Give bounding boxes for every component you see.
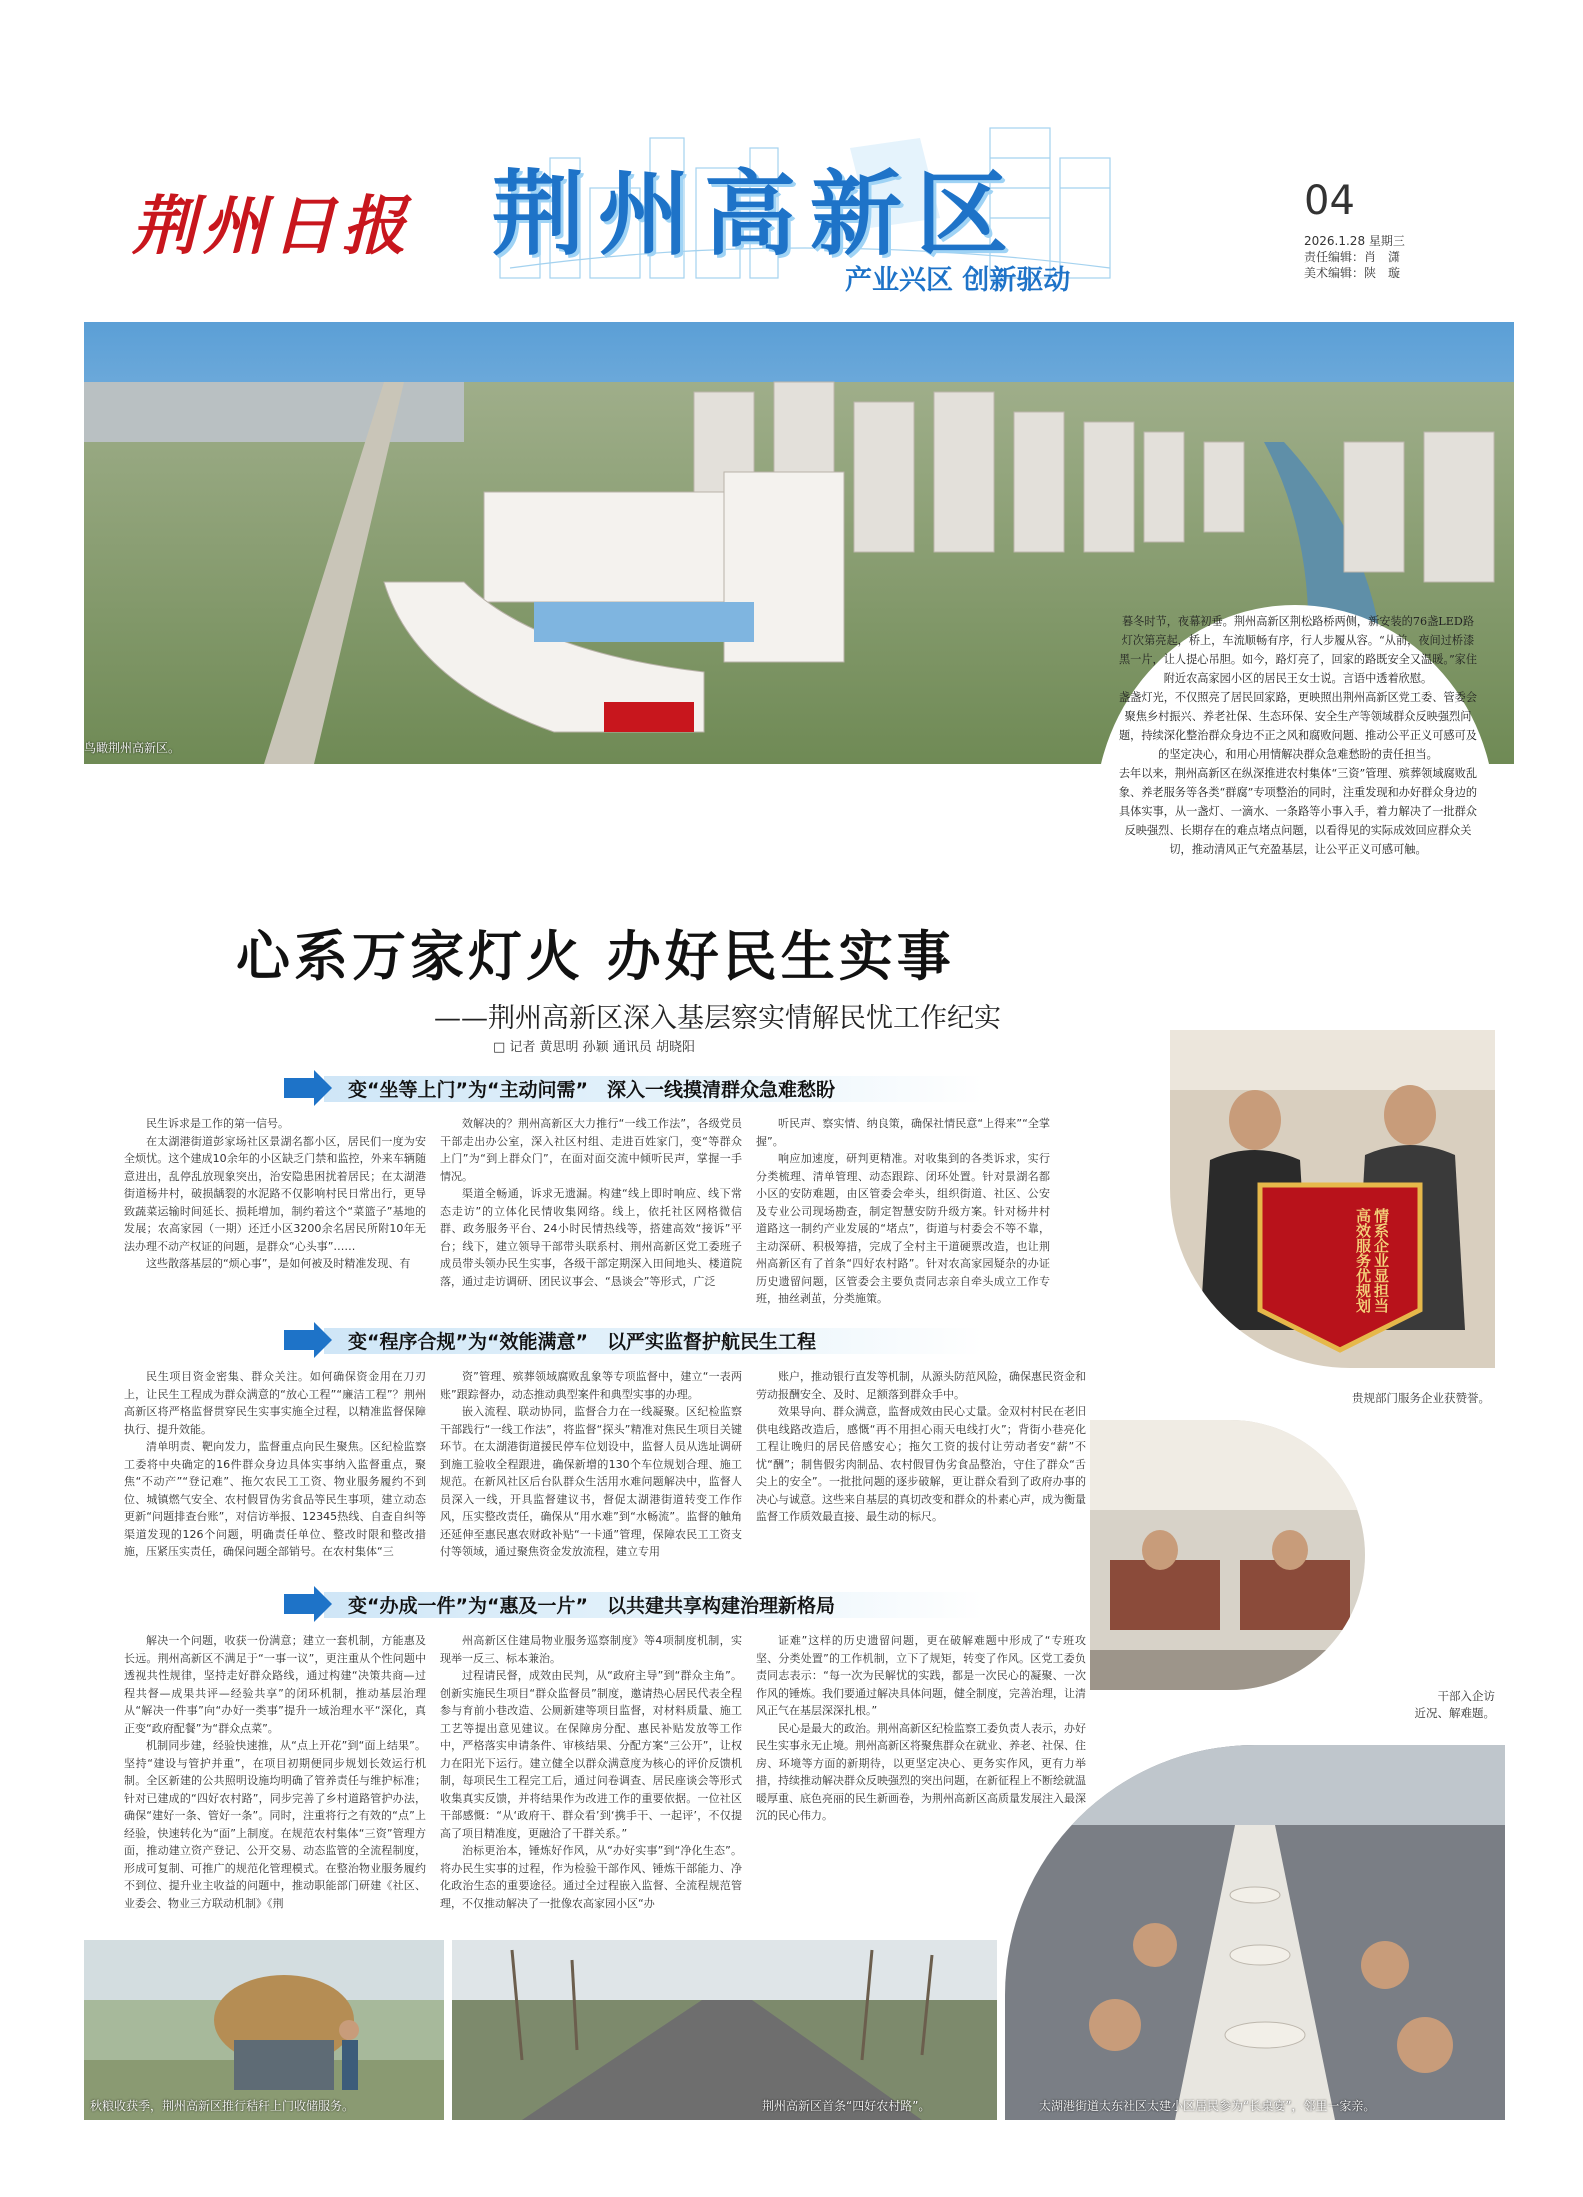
section-2-column-1 (124, 1368, 426, 1578)
section-2-column-3 (756, 1368, 1086, 1578)
praise-caption: 贵规部门服务企业获赞誉。 (1352, 1391, 1490, 1405)
body-paragraph: 效解决的？荆州高新区大力推行“一线工作法”，各级党员干部走出办公室，深入社区村组、走进百姓家门，变“等群众上门”为“到上群众门”，在面对面交流中倾听民声，掌握一手情况。 (440, 1117, 742, 1183)
body-paragraph: 账户，推动银行直发等机制，从源头防范风险，确保惠民资金和劳动报酬安全、及时、足额落到群众手中。 (756, 1370, 1086, 1401)
art-editor-credit: 美术编辑：陕 璇 (1304, 266, 1401, 280)
body-paragraph: 效果导向、群众满意，监督成效由民心丈量。金双村村民在老旧供电线路改造后，感慨“再不用担心雨天电线打火”；背街小巷亮化工程让晚归的居民倍感安心；拖欠工资的拔付让劳动者安“薪”不忧“酬”；制售假劣肉制品、农村假冒伪劣食品整治，守住了群众“舌尖上的安全”。一批批问题的逐步破解，更让群众看到了政府办事的决心与诚意。这些来自基层的真切改变和群众的朴素心声，成为衡量监督工作质效最直接、最生动的标尺。 (756, 1405, 1086, 1523)
body-paragraph: 过程请民督，成效由民判，从“政府主导”到“群众主角”。创新实施民生项目“群众监督员”制度，邀请热心居民代表全程参与育前小巷改造、公厕新建等项目监督，对材料质量、施工工艺等提出意见建议。在保障房分配、惠民补贴发放等工作中，严格落实申请条件、审核结果、分配方案“三公开”，让权力在阳光下运行。建立健全以群众满意度为核心的评价反馈机制，每项民生工程完工后，通过问卷调查、居民座谈会等形式收集真实反馈，并将结果作为改进工作的重要依据。一位社区干部感慨：“从‘政府干、群众看’到‘携手干、一起评’，不仅提高了项目精准度，更融洽了干群关系。” (440, 1669, 742, 1840)
body-paragraph: 民心是最大的政治。荆州高新区纪检监察工委负责人表示，办好民生实事永无止境。荆州高新区将聚焦群众在就业、养老、社保、住房、环境等方面的新期待，以更坚定决心、更务实作风，更有力举措，持续推动解决群众反映强烈的突出问题，在新征程上不断绘就温暖厚重、底色亮丽的民生新画卷，为荆州高新区高质量发展注入最深沉的民心伟力。 (756, 1721, 1086, 1822)
photo-praise-banner (1170, 1030, 1495, 1368)
page-slogan: 产业兴区 创新驱动 (845, 265, 1071, 296)
praise-banner-text: 情系企业显担当 高效服务优规划 (1354, 1207, 1390, 1313)
body-paragraph: 这些散落基层的“烦心事”，是如何被及时精准发现、有 (146, 1257, 411, 1270)
photo-rural-road (452, 1940, 997, 2120)
section-heading-1 (284, 1070, 984, 1106)
section-1-column-2 (440, 1115, 742, 1305)
section-1-column-3 (756, 1115, 1050, 1305)
body-paragraph: 民生项目资金密集、群众关注。如何确保资金用在刀刃上，让民生工程成为群众满意的“放心工程”“廉洁工程”？荆州高新区将严格监督贯穿民生实事实施全过程，以精准监督保障执行、提升效能。 (124, 1370, 426, 1436)
dateline (1304, 233, 1464, 281)
body-paragraph: 州高新区住建局物业服务巡察制度》等4项制度机制，实现举一反三、标本兼治。 (440, 1634, 742, 1665)
body-paragraph: 治标更治本，锤炼好作风，从“办好实事”到“净化生态”。将办民生实事的过程，作为检验干部作风、锤炼干部能力、净化政治生态的重要途径。通过全过程嵌入监督、全流程规范管理，不仅推动解决了一批像农高家园小区“办 (440, 1844, 742, 1910)
section-heading-3 (284, 1586, 984, 1622)
section-3-column-1 (124, 1632, 426, 1932)
photo-enterprise-visit (1090, 1420, 1365, 1690)
intro-sidebar-text (1118, 612, 1478, 1032)
body-paragraph: 资”管理、殡葬领域腐败乱象等专项监督中，建立“一表两账”跟踪督办，动态推动典型案件和典型实事的办理。 (440, 1370, 742, 1401)
body-paragraph: 听民声、察实情、纳良策，确保社情民意“上得来”“全掌握”。 (756, 1117, 1050, 1148)
body-paragraph: 民生诉求是工作的第一信号。 (146, 1117, 289, 1130)
article-subheadline: ——荆州高新区深入基层察实情解民忧工作纪实 (434, 1003, 1001, 1034)
page-number: 04 (1304, 178, 1355, 224)
arrow-icon (284, 1070, 332, 1106)
editor-credit: 责任编辑：肖 潇 (1304, 250, 1401, 264)
section-title: 变“程序合规”为“效能满意” 以严实监督护航民生工程 (348, 1331, 816, 1353)
body-paragraph: 响应加速度，研判更精准。对收集到的各类诉求，实行分类梳理、清单管理、动态跟踪、闭环处置。针对景湖名都小区的安防难题，由区管委会牵头，组织街道、社区、公安及专业公司现场勘查，制定智慧安防升级方案。针对杨井村道路这一制约产业发展的“堵点”，街道与村委会不等不靠，主动深研、积极筹措，完成了全村主干道硬票改造，也让荆州高新区有了首条“四好农村路”。针对农高家园疑杂的办证历史遗留问题，区管委会主要负责同志亲自牵头成立工作专班，抽丝剥茧，分类施策。 (756, 1152, 1050, 1305)
section-1-column-1 (124, 1115, 426, 1305)
body-paragraph: 嵌入流程、联动协同，监督合力在一线凝聚。区纪检监察干部践行“一线工作法”，将监督“探头”精准对焦民生项目关键环节。在太湖港街道援民停车位划设中，监督人员从选址调研到施工验收全程跟进，确保新增的130个车位规划合理、施工规范。在新风社区后台队群众生活用水难问题解决中，监督人员深入一线，开具监督建议书，督促太湖港街道转变工作作风，压实整改责任，确保从“用水难”到“水畅流”。监督的触角还延伸至惠民惠农财政补贴“一卡通”管理，保障农民工工资支付等领域，通过聚焦资金发放流程，建立专用 (440, 1405, 742, 1558)
body-paragraph: 解决一个问题，收获一份满意；建立一套机制，方能惠及长远。荆州高新区不满足于“一事一议”，更注重从个性问题中透视共性规律，坚持走好群众路线，通过构建“决策共商—过程共督—成果共评—经验共享”的闭环机制，推动基层治理从“解决一件事”向“办好一类事”提升一域治理水平“深化，真正变“政府配餐”为“群众点菜”。 (124, 1634, 426, 1735)
section-heading-2 (284, 1322, 984, 1358)
road-caption: 荆州高新区首条“四好农村路”。 (762, 2099, 931, 2113)
body-paragraph: 渠道全畅通，诉求无遗漏。构建“线上即时响应、线下常态走访”的立体化民情收集网络。线上，依托社区网格微信群、政务服务平台、24小时民情热线等，搭建高效“接诉”平台；线下，建立领导干部带头联系村、荆州高新区党工委班子成员带头领办民生实事，各级干部定期深入田间地头、楼道院落，通过走访调研、团民议事会、“恳谈会”等形式，广泛 (440, 1187, 742, 1288)
intro-paragraph: 暮冬时节，夜幕初垂。荆州高新区荆松路桥两侧，新安装的76盏LED路灯次第亮起，桥上，车流顺畅有序，行人步履从容。“从前，夜间过桥漆黑一片，让人提心吊胆。如今，路灯亮了，回家的路既安全又温暖。”家住附近农高家园小区的居民王女士说。言语中透着欣慰。 (1118, 615, 1478, 685)
arrow-icon (284, 1322, 332, 1358)
publish-date: 2026.1.28 星期三 (1304, 234, 1405, 248)
body-paragraph: 机制同步建，经验快速推，从“点上开花”到“面上结果”。坚持“建设与管护并重”，在项目初期便同步规划长效运行机制。全区新建的公共照明设施均明确了管养责任与维护标准；针对已建成的“四好农村路”，同步完善了乡村道路管护办法，确保“建好一条、管好一条”。同时，注重将行之有效的“点”上经验，快速转化为“面”上制度。在规范农村集体“三资”管理方面，推动建立资产登记、公开交易、动态监管的全流程制度，形成可复制、可推广的规范化管理模式。在整治物业服务履约不到位、提升业主收益的问题中，推动职能部门研建《社区、业委会、物业三方联动机制》《荆 (124, 1739, 426, 1910)
section-title: 变“办成一件”为“惠及一片” 以共建共享构建治理新格局 (348, 1595, 835, 1617)
harvest-caption: 秋粮收获季，荆州高新区推行秸秆上门收储服务。 (90, 2099, 355, 2113)
section-2-column-2 (440, 1368, 742, 1578)
hero-caption: 鸟瞰荆州高新区。 (84, 741, 181, 755)
photo-straw-harvest (84, 1940, 444, 2120)
body-paragraph: 清单明责、靶向发力，监督重点向民生聚焦。区纪检监察工委将中央确定的16件群众身边具体实事纳入监督重点，聚焦“不动产”“登记难”、拖欠农民工工资、物业服务履约不到位、城镇燃气安全、农村假冒伪劣食品等民生事项，建立动态更新“问题排查台账”，对信访举报、12345热线、自查自纠等渠道发现的126个问题，明确责任单位、整改时限和整改措施，压紧压实责任，确保问题全部销号。在农村集体“三 (124, 1440, 426, 1558)
arrow-icon (284, 1586, 332, 1622)
banquet-caption: 太湖港街道太东社区太建小区居民参为“长桌宴”，邻里一家亲。 (1039, 2099, 1376, 2113)
article-byline: □ 记者 黄思明 孙颖 通讯员 胡晓阳 (493, 1040, 695, 1055)
newspaper-logo: 荆州日报 (132, 189, 412, 264)
intro-paragraph: 盏盏灯光，不仅照亮了居民回家路，更映照出荆州高新区党工委、管委会聚焦乡村振兴、养老社保、生态环保、安全生产等领域群众反映强烈问题，持续深化整治群众身边不正之风和腐败问题、推动公平正义可感可及的坚定决心，和用心用情解决群众急难愁盼的责任担当。 (1118, 691, 1477, 761)
page-title: 荆州高新区 (492, 161, 1023, 268)
body-paragraph: 在太湖港街道彭家场社区景湖名都小区，居民们一度为安全烦忧。这个建成10余年的小区缺乏门禁和监控，外来车辆随意进出，乱停乱放现象突出，治安隐患困扰着居民；在太湖港街道杨井村，破损龋裂的水泥路不仅影响村民日常出行，更导致蔬菜运输时间延长、损耗增加，制约着这个“菜篮子”基地的发展；农高家园（一期）还迁小区3200余名居民所附10年无法办理不动产权证的问题，是群众“心头事”…… (124, 1134, 426, 1253)
article-headline: 心系万家灯火 办好民生实事 (236, 924, 955, 988)
body-paragraph: 证难”这样的历史遗留问题，更在破解难题中形成了“专班攻坚、分类处置”的工作机制，立下了规矩，转变了作风。区党工委负责同志表示：“每一次为民解忧的实践，都是一次民心的凝聚、一次作风的锤炼。我们要通过解决具体问题，健全制度，完善治理，让清风正气在基层深深扎根。” (756, 1634, 1086, 1717)
section-title: 变“坐等上门”为“主动问需” 深入一线摸清群众急难愁盼 (348, 1079, 835, 1101)
visit-caption: 干部入企访 近况、解难题。 (1414, 1689, 1495, 1720)
intro-paragraph: 去年以来，荆州高新区在纵深推进农村集体“三资”管理、殡葬领域腐败乱象、养老服务等各类“群腐”专项整治的同时，注重发现和办好群众身边的具体实事，从一盏灯、一滴水、一条路等小事入手，着力解决了一批群众反映强烈、长期存在的难点堵点问题，以看得见的实际成效回应群众关切，推动清风正气充盈基层，让公平正义可感可触。 (1118, 767, 1478, 856)
section-3-column-2 (440, 1632, 742, 1932)
